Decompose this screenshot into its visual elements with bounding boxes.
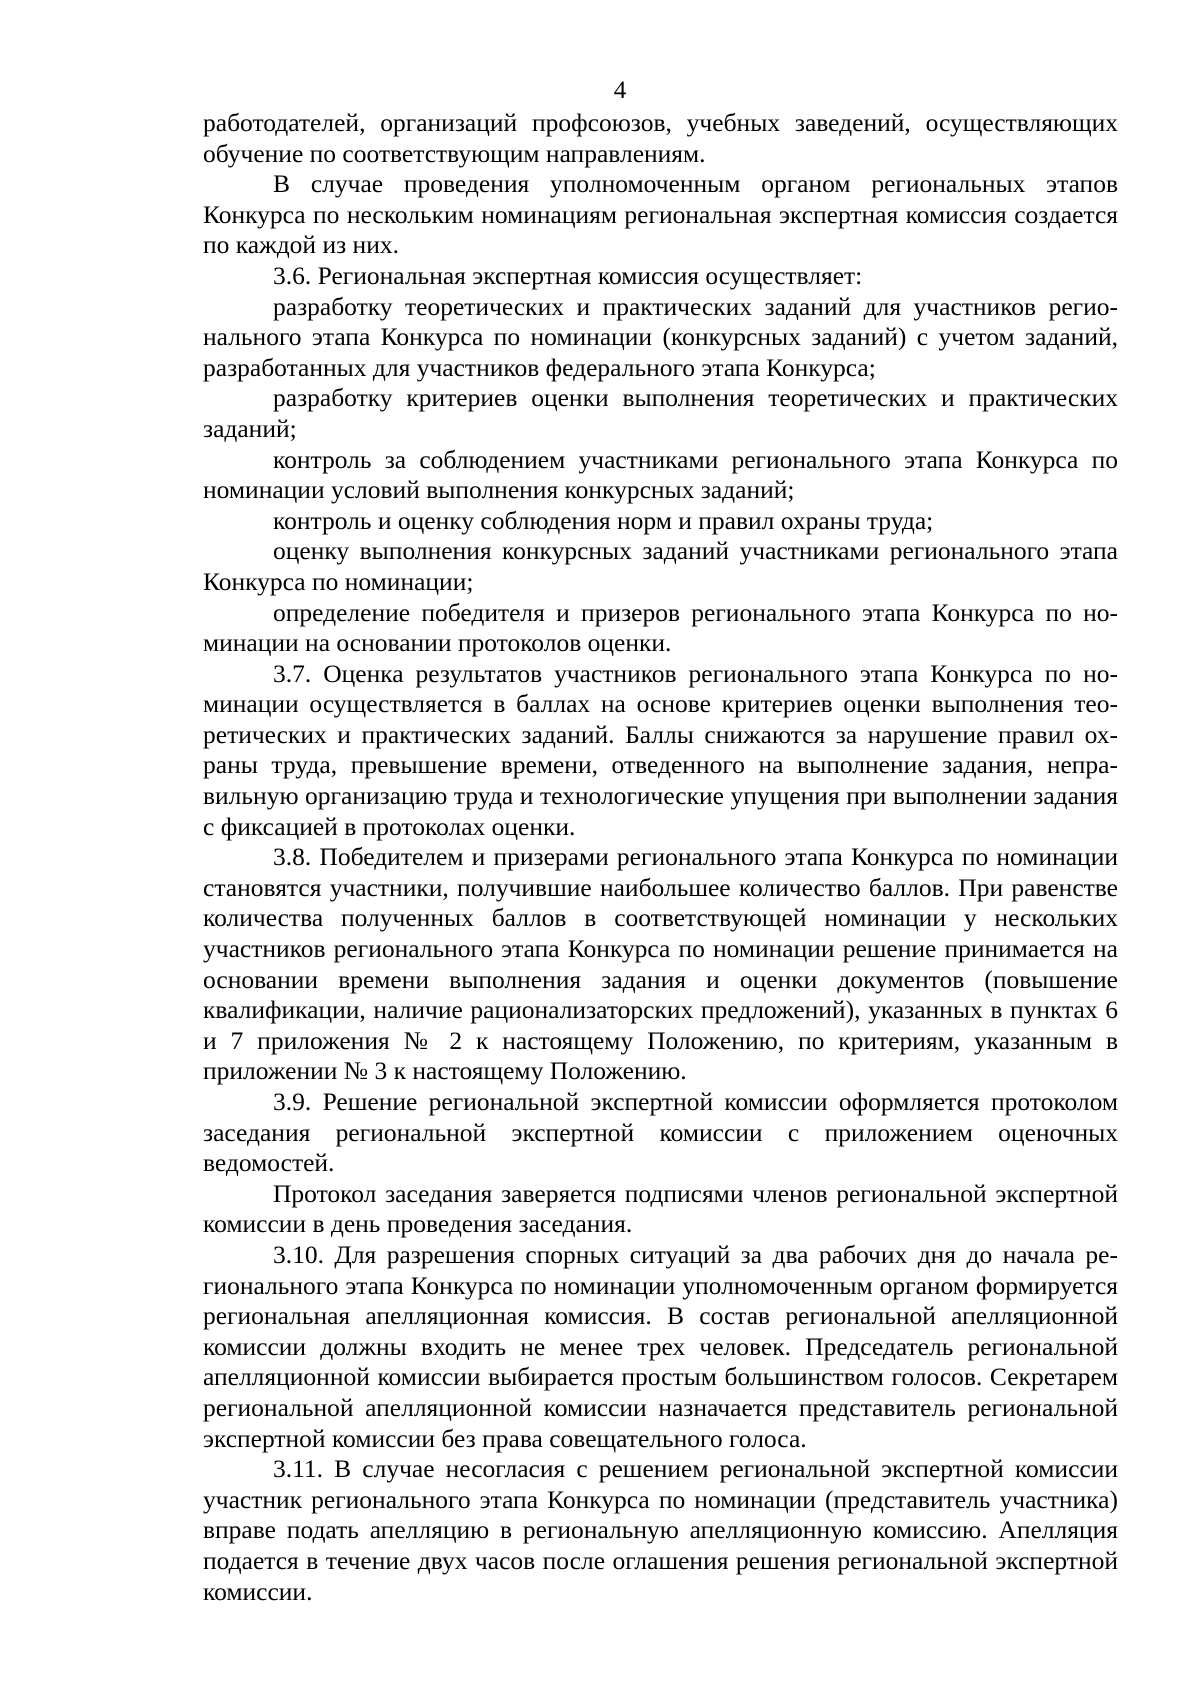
paragraph-3-11: 3.11. В случае несогласия с решением региональной экспертной комиссии участник регионального этапа Конкурса по номинации (представитель участника) вправе подать апелляцию в региональную апелляционную комиссию. Апелляция подается в течение двух часов после оглашения решения региональной экспертной комиссии. [203,1454,1118,1606]
document-body [203,108,1118,1607]
list-item-winner-determination: определение победителя и призеров регионального этапа Конкурса по номинации на основании протоколов оценки. [203,597,1118,658]
list-item-safety-control: контроль и оценку соблюдения норм и правил охраны труда; [273,505,934,535]
paragraph-3-6-heading: 3.6. Региональная экспертная комиссия осуществляет: [273,260,863,290]
paragraph-protocol-signing: Протокол заседания заверяется подписями членов региональной экспертной комиссии в день проведения заседания. [203,1178,1118,1239]
paragraph-continuation: работодателей, организаций профсоюзов, учебных заведений, осуществляющих обучение по соответствующим направлениям. [203,108,1118,168]
list-item-compliance-control: контроль за соблюдением участниками регионального этапа Конкурса по номинации условий выполнения конкурсных заданий; [203,444,1118,505]
list-item-criteria-development: разработку критериев оценки выполнения теоретических и практических заданий; [203,383,1118,443]
paragraph-3-10: 3.10. Для разрешения спорных ситуаций за два рабочих дня до начала регионального этапа Конкурса по номинации уполномоченным органом формируется региональная апелляционная комиссия. В состав региональной апелляционной комиссии должны входить не менее трех человек. Председатель региональной апелляционной комиссии выбирается простым большинством голосов. Секретарем региональной апелляционной комиссии назначается представитель региональной экспертной комиссии без права совещательного голоса. [203,1239,1118,1453]
page-number: 4 [613,77,627,104]
paragraph-3-9: 3.9. Решение региональной экспертной комиссии оформляется протоколом заседания региональной экспертной комиссии с приложением оценочных ведомостей. [203,1087,1118,1178]
paragraph-3-7: 3.7. Оценка результатов участников регионального этапа Конкурса по номинации осуществляется в баллах на основе критериев оценки выполнения теоретических и практических заданий. Баллы снижаются за нарушение правил охраны труда, превышение времени, отведенного на выполнение задания, неправильную организацию труда и технологические упущения при выполнении задания с фиксацией в протоколах оценки. [203,658,1118,841]
paragraph-multiple-nominations: В случае проведения уполномоченным органом региональных этапов Конкурса по нескольким номинациям региональная экспертная комиссия создается по каждой из них. [203,169,1118,260]
list-item-task-evaluation: оценку выполнения конкурсных заданий участниками регионального этапа Конкурса по номинации; [203,536,1118,596]
paragraph-3-8: 3.8. Победителем и призерами регионального этапа Конкурса по номинации становятся участники, получившие наибольшее количество баллов. При равенстве количества полученных баллов в соответствующей номинации у нескольких участников регионального этапа Конкурса по номинации решение принимается на основании времени выполнения задания и оценки документов (повышение квалификации, наличие рационализаторских предложений), указанных в пунктах 6 и 7 приложения № 2 к настоящему Положению, по критериям, указанным в приложении № 3 к настоящему Положению. [203,842,1118,1086]
list-item-task-development: разработку теоретических и практических заданий для участников регионального этапа Конкурса по номинации (конкурсных заданий) с учетом заданий, разработанных для участников федерального этапа Конкурса; [203,291,1118,382]
